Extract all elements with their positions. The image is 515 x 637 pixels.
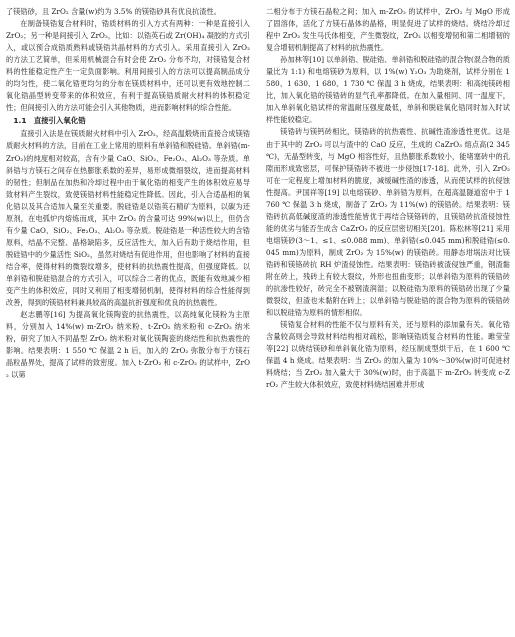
paragraph: 镁锆砖与镁钙砖相比，镁锆砖的抗热震性、抗碱性渣渗透性更优。这是由于其中的 ZrO₂ 可以与渣中的 CaO 反应，生成的 CaZrO₃ 熔点高(2 345 ℃)，无晶型转变，与 MgO 相容性好，且热膨胀系数较小，能堵塞砖中的孔隙而形成致密层，可保护镁锆砖不被进一步侵蚀[17-18]。此外，引入 ZrO₂ 可在一定程度上增加材料的脆度，减缓碱性渣的渗透，从而使试样的抗侵蚀性提高。尹国祥等[19] 以电熔镁砂、单斜锆为原料，在超高温隧道窑中于 1 760 ℃ 保温 3 h 烧成，制备了 ZrO₂ 为 11%(w) 的镁锆砖。结果表明：镁锆砖抗高低碱度渣的渗透性能皆优于再结合镁铬砖的，且镁锆砖抗渣侵蚀性能的优劣与能否生成含 CaZrO₃ 的反应层密切相关[20]。陈松林等[21] 采用电熔镁砂(3～1、≤1、≤0.088 mm)、单斜锆(≤0.045 mm)和脱硅锆(≤0.045 mm)为原料，制成 ZrO₂ 为 15%(w) 的镁锆砖。用静态坩埚法对比镁锆砖和镁铬砖抗 RH 炉渣侵蚀性。结果表明：镁锆砖被渣侵蚀严重，钢渣黏附在砖上，残砖上有较大裂纹，外形也扭曲变形；以单斜锆为原料的镁锆砖的抗渗性较好，砖完全不被钢渣润湿；以脱硅锆为原料的镁锆砖出现了少量微裂纹，但渣也未黏附在砖上；以单斜锆与脱硅锆的混合物为原料的镁锆砖和以脱硅锆为原料的情形相似。 [266,127,510,318]
paragraph: 直接引入法是在镁质耐火材料中引入 ZrO₂，经高温煅烧而直接合成镁锆质耐火材料的方法，目前在工业上常用的原料有单斜锆和脱硅锆。单斜锆(m-ZrO₂)的纯度相对较高，含有少量 CaO、SiO₂、Fe₂O₃、Al₂O₃ 等杂质。单斜锆与方镁石之间存在热膨胀系数的差异，易形成微细裂纹，进而提高材料的韧性；但制品在加热和冷却过程中由于氧化锆的相变产生的体积效应易导致材料产生裂纹，致使镁锆材料性能稳定性降低。因此，引入合适晶相的氧化锆以及其合适加入量至关重要。脱硅锆是以锆英石精矿为原料，以碳为还原剂，在电弧炉内熔炼而成，其中 ZrO₂ 的含量可达 99%(w)以上，但仍含有少量 CaO、SiO₂、Fe₂O₃、Al₂O₃ 等杂质。脱硅锆是一种活性较大的含锆原料，结晶不完整、晶格缺陷多，反应活性大，加入后有助于烧结作用，但脱硅锆中的少量活性 SiO₂，虽然对烧结有促进作用，但也影响了材料的直接结合率，使得材料的微裂纹增多，使材料的抗热震性提高，但强度降低。以单斜锆和脱硅锆混合的方式引入，可以综合二者的优点，既能有效地减少相变产生的体积效应，同时又利用了相变增韧机制，使得材料的综合性能得到改善，得到的镁锆材料兼具较高的高温抗折强度和优良的抗热震性。 [6,129,250,308]
left-column [6,6,250,381]
paragraph: 镁锆复合材料的性能不仅与原料有关，还与原料的添加量有关。氧化锆含量较高则会导致材料结构相对疏松，影响镁锆质复合材料的性能。雎莹莹等[22] 以烧结镁砂和单斜氧化锆为原料，经压制成型烘干后，在 1 600 ℃ 保温 4 h 烧成。结果表明：当 ZrO₂ 的加入量为 10%～30%(w)时可促进材料烧结；当 ZrO₂ 加入量大于 30%(w)时，由于高温下 m-ZrO₂ 转变成 c-ZrO₂ 产生较大体积效应，致使材料烧结困难并形成 [266,320,510,390]
paragraph: 赵志鹏等[16] 为提高氧化镁陶瓷的抗热震性，以高纯氧化镁粉为主原料，分别加入 14%(w) m-ZrO₂ 纳米粉、t-ZrO₂ 纳米粉和 c-ZrO₂ 纳米粉，研究了加入不同晶型 ZrO₂ 纳米粉对氧化镁陶瓷的烧结性和抗热震性的影响。结果表明：1 550 ℃ 保温 2 h 后，加入的 ZrO₂ 弥散分布于方镁石晶粒晶界处，提高了试样的致密度。加入 t-ZrO₂ 和 c-ZrO₂ 的试样中，ZrO₂ 以第 [6,310,250,380]
paragraph: 了镁锆砂，且 ZrO₂ 含量(w)约为 3.5% 的镁锆砂具有优良抗渣性。 [6,7,221,16]
section-heading: 1.1 直接引入氧化锆 [13,116,86,126]
paragraph: 在制备镁锆复合材料时，锆质材料的引入方式有两种：一种是直接引入 ZrO₂；另一种是间接引入 ZrO₂，比如：以锆英石或 Zr(OH)₄ 凝胶的方式引入，或以预合成锆质熟料或镁锆共晶材料的方式引入。采用直接引入 ZrO₂ 的方法工艺简单，但采用机械混合有时会使 ZrO₂ 分布不均，对镁锆复合材料的性能稳定性产生一定负面影响。利用间接引入的方法可以提高制品成分的均匀性，使二氧化锆更均匀的分布在镁质材料中，还可以更有效地控制二氧化锆晶型转变带来的体积效应，有利于提高镁锆质耐火材料的体积稳定性；但间接引入的方法可能会引入其他物质，进而影响材料的综合性能。 [6,19,250,113]
right-column [266,6,510,392]
paragraph: 二相分布于方镁石晶粒之间；加入 m-ZrO₂ 的试样中，ZrO₂ 与 MgO 形成了固溶体，活化了方镁石晶体的晶格，明显促进了试样的烧结。烧结冷却过程中 ZrO₂ 发生马氏体相变，产生微裂纹，ZrO₂ 以相变增韧和第二相增韧的复合增韧机制提高了材料的抗热震性。 [266,7,510,53]
paragraph: 孙加林等[10] 以单斜锆、脱硅锆、单斜锆和脱硅锆的混合物(混合物的质量比为 1:1) 和电熔镁砂为原料，以 1%(w) Y₂O₃ 为助烧剂，试样分别在 1 580、1 630、1 680、1 730 ℃ 保温 3 h 烧成，结果表明：和高纯镁砖相比，加入氧化锆的镁锆砖的显气孔率都降低。在加入量相同、同一温度下，加入单斜氧化锆试样的常温耐压强度最低，单斜和脱硅氧化锆同时加入时试样性能较稳定。 [266,55,510,125]
